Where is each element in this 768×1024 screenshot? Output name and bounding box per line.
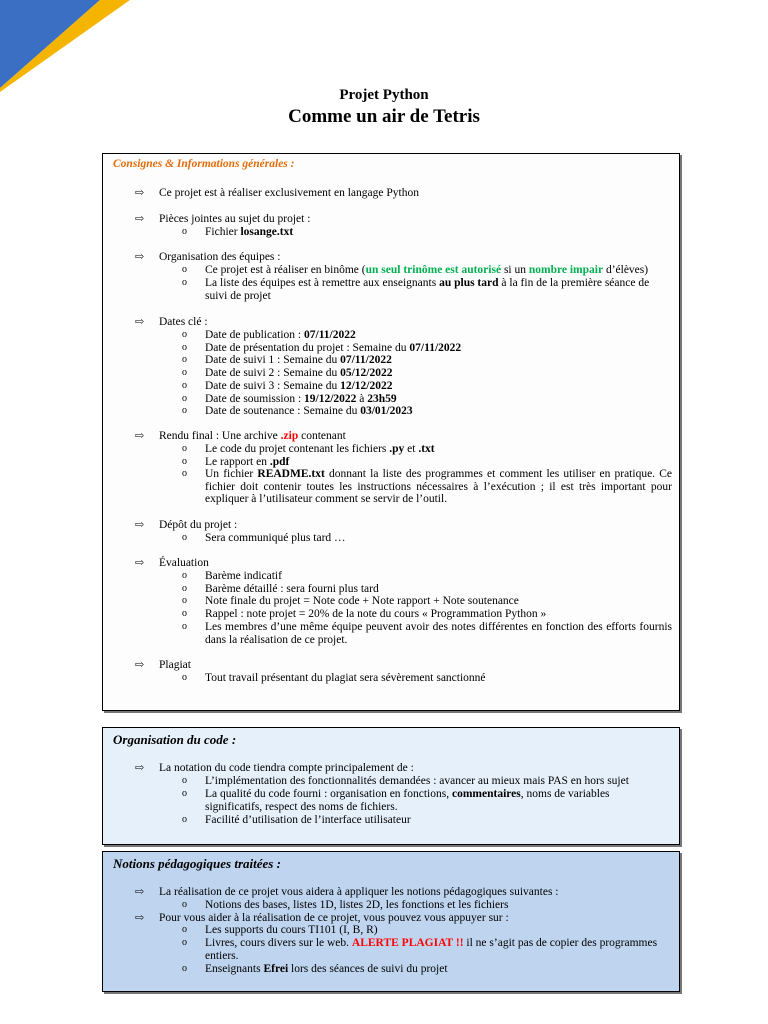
arrow-icon: ⇨ [135,557,145,569]
bullet-icon: o [182,392,187,404]
notions-box: Notions pédagogiques traitées : ⇨ La réalisation de ce projet vous aidera à appliquer les notions pédagogiques suivantes : o Notions des bases, listes 1D, listes 2D, les fonctions et les fichiers ⇨ Pour vous aider à la réalisation de ce projet, vous pouvez vous appuyer sur : o Les supports du cours TI101 (I, B, R) o Livres, cours divers sur le web. ALERTE PLAGIAT !! il ne s’agit pas de copier des programmes entiers. o Enseignants Efrei lors des séances de suivi du projet [102,851,680,992]
bullet-icon: o [182,621,187,632]
arrow-icon: ⇨ [135,213,145,225]
bullet-icon: o [182,456,187,467]
bullet-icon: o [182,443,187,454]
arrow-icon: ⇨ [135,659,145,671]
bullet-icon: o [182,405,187,417]
bullet-icon: o [182,937,187,948]
organisation-heading: Organisation du code : [113,732,237,747]
bullet-icon: o [182,341,187,353]
bullet-icon: o [182,277,187,288]
bullet-icon: o [182,775,187,786]
document-subtitle: Comme un air de Tetris [288,106,480,127]
bullet-icon: o [182,354,187,366]
bullet-icon: o [182,924,187,935]
arrow-icon: ⇨ [135,187,145,199]
arrow-icon: ⇨ [135,251,145,263]
bullet-icon: o [182,595,187,607]
arrow-icon: ⇨ [135,912,145,924]
bullet-icon: o [182,899,187,910]
bullet-icon: o [182,963,187,974]
consignes-heading: Consignes & Informations générales : [113,158,295,170]
bullet-icon: o [182,329,187,340]
organisation-box: Organisation du code : ⇨ La notation du code tiendra compte principalement de : o L’implémentation des fonctionnalités demandées : avancer au mieux mais PAS en hors sujet o La qualité du code fourni : organisation en fonctions, commentaires, noms de variables significatifs, respect des noms de fichiers. o Facilité d’utilisation de l’interface utilisateur [102,727,680,845]
bullet-icon: o [182,367,187,379]
bullet-icon: o [182,532,187,543]
notions-heading: Notions pédagogiques traitées : [113,856,281,871]
arrow-icon: ⇨ [135,316,145,328]
arrow-icon: ⇨ [135,430,145,442]
bullet-icon: o [182,570,187,581]
bullet-icon: o [182,608,187,620]
bullet-icon: o [182,814,187,825]
bullet-icon: o [182,582,187,594]
bullet-icon: o [182,264,187,275]
bullet-icon: o [182,672,187,683]
consignes-box: Consignes & Informations générales : ⇨ Ce projet est à réaliser exclusivement en langage Python ⇨ Pièces jointes au sujet du projet : o Fichier losange.txt ⇨ Organisation des équipes : o Ce projet est à réaliser en binôme (un seul trinôme est autorisé si un nombre impair d’élèves) o La liste des équipes est à remettre aux enseignants au plus tard à la fin de la première séance de suivi de projet ⇨ Dates clé : o Date de publication : 07/11/2022 o Date de présentation du projet : Semaine du 07/11/2022 o Date de suivi 1 : Semaine du 07/11/2022 o Date de suivi 2 : Semaine du 05/12/2022 o Date de suivi 3 : Semaine du 12/12/2022 o Date de soumission : 19/12/2022 à 23h59 o Date de soutenance : Semaine du 03/01/2023 ⇨ Rendu final : Une archive .zip contenant o Le code du projet contenant les fichiers .py et .txt o Le rapport en .pdf o Un fichier README.txt donnant la liste des programmes et comment les utiliser en pratique. Ce fichier doit contenir toutes les instructions nécessaires à l’exécution ; il est très important pour expliquer à l’utilisateur comment se servir de l’outil. ⇨ Dépôt du projet : o Sera communiqué plus tard … ⇨ Évaluation o Barème indicatif o Barème détaillé : sera fourni plus tard o Note finale du projet = Note code + Note rapport + Note soutenance o Rappel : note projet = 20% de la note du cours « Programmation Python » o Les membres d’une même équipe peuvent avoir des notes différentes en fonction des efforts fournis dans la réalisation de ce projet. ⇨ Plagiat o Tout travail présentant du plagiat sera sévèrement sanctionné [102,153,680,711]
arrow-icon: ⇨ [135,886,145,898]
arrow-icon: ⇨ [135,519,145,531]
bullet-icon: o [182,788,187,799]
bullet-icon: o [182,226,187,237]
corner-decoration [0,0,135,95]
arrow-icon: ⇨ [135,762,145,774]
document-title: Projet Python [339,87,429,103]
bullet-icon: o [182,379,187,391]
bullet-icon: o [182,468,187,479]
